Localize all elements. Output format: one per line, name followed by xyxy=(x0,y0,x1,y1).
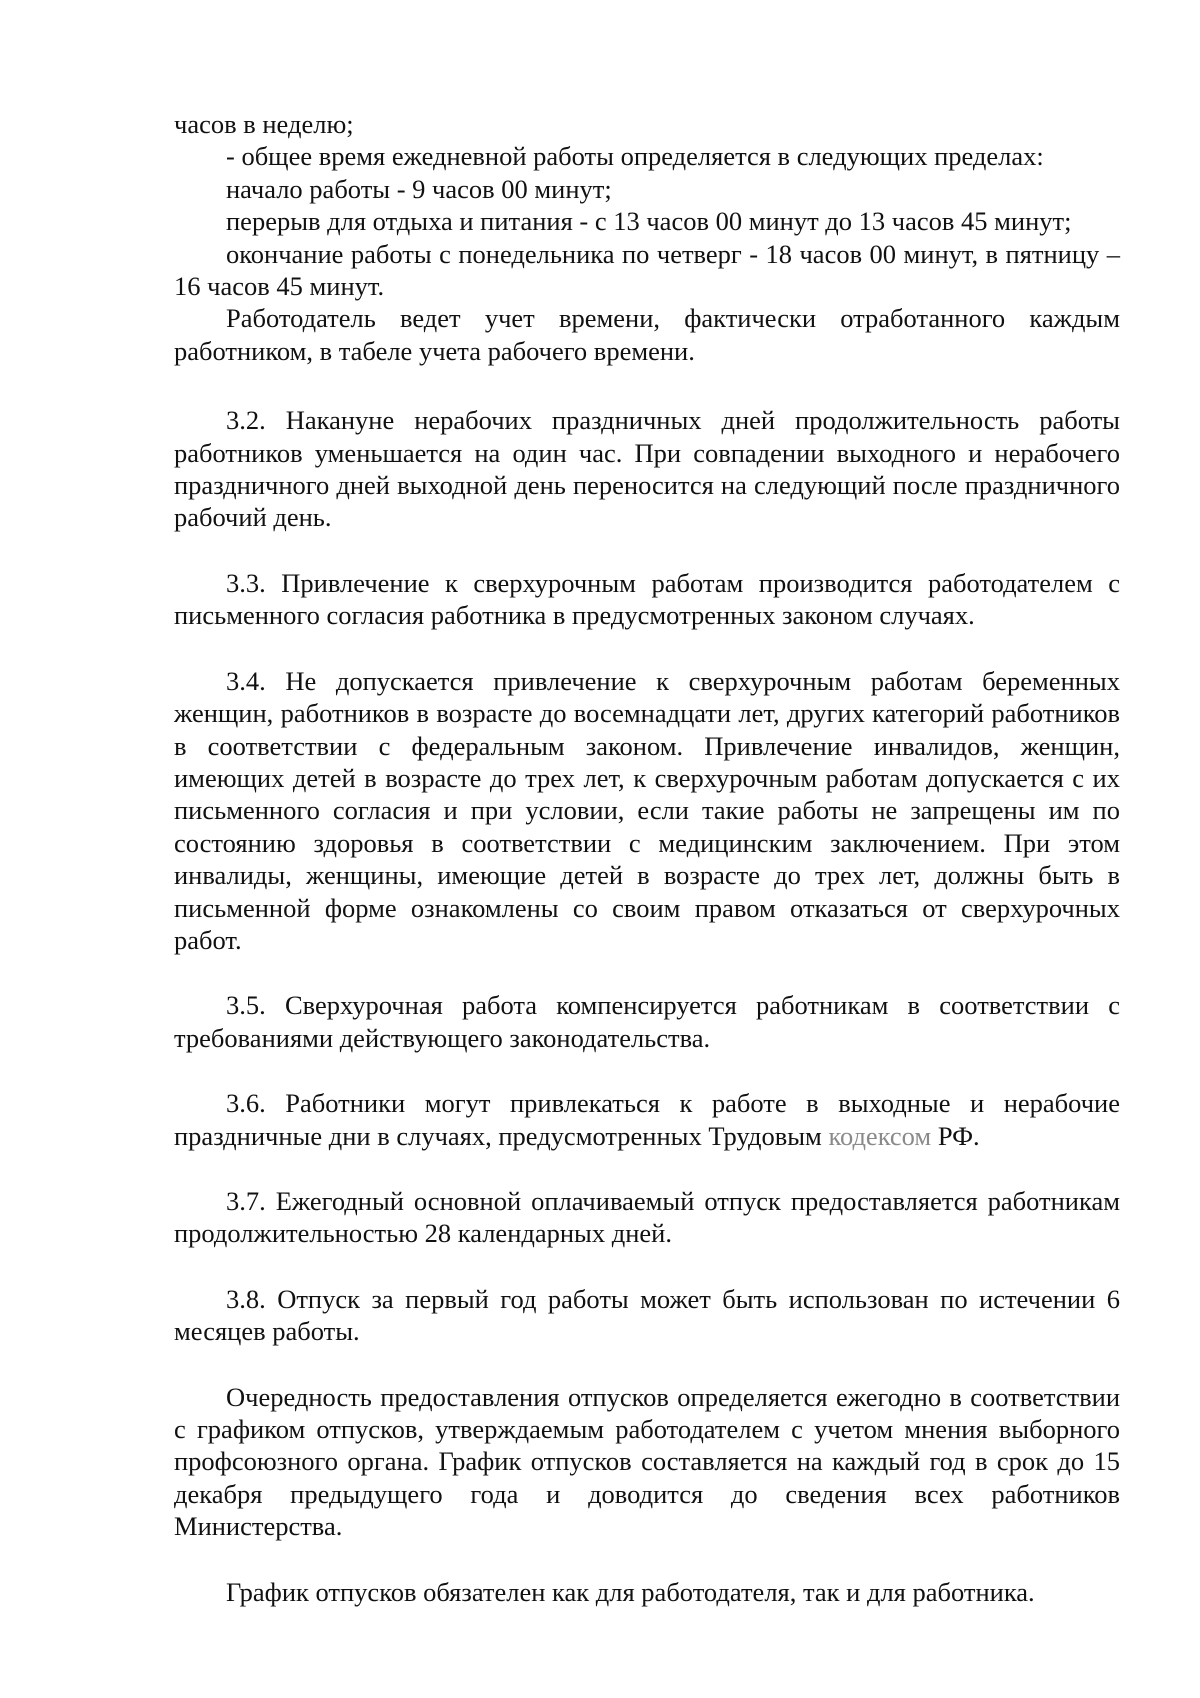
paragraph-3-7: 3.7. Ежегодный основной оплачиваемый отпуск предоставляется работникам продолжительностью 28 календарных дней. xyxy=(174,1185,1120,1249)
paragraph-3-6-text: 3.6. Работники могут привлекаться к работе в выходные и нерабочие праздничные дни в случаях, предусмотренных Трудовым xyxy=(174,1088,1120,1151)
paragraph-general-time: - общее время ежедневной работы определяется в следующих пределах: xyxy=(226,141,1044,172)
paragraph-vacation-order: Очередность предоставления отпусков определяется ежегодно в соответствии с графиком отпусков, утверждаемым работодателем с учетом мнения выборного профсоюзного органа. График отпусков составляется на каждый год в срок до 15 декабря предыдущего года и доводится до сведения всех работников Министерства. xyxy=(174,1381,1120,1542)
document-page xyxy=(174,108,1120,1608)
paragraph-hours-week: часов в неделю; xyxy=(174,109,354,139)
paragraph-3-2: 3.2. Накануне нерабочих праздничных дней продолжительность работы работников уменьшается на один час. При совпадении выходного и нерабочего праздничного дней выходной день переносится на следующий после праздничного рабочий день. xyxy=(174,405,1120,533)
paragraph-3-6-faded-word: кодексом xyxy=(828,1120,932,1151)
paragraph-3-3: 3.3. Привлечение к сверхурочным работам производится работодателем с письменного согласия работника в предусмотренных законом случаях. xyxy=(174,567,1120,631)
paragraph-3-6-tail: РФ. xyxy=(931,1120,980,1151)
paragraph-break: перерыв для отдыха и питания - с 13 часов 00 минут до 13 часов 45 минут; xyxy=(226,206,1072,237)
paragraph-work-end: окончание работы с понедельника по четверг - 18 часов 00 минут, в пятницу – 16 часов 45 минут. xyxy=(174,238,1120,302)
paragraph-work-start: начало работы - 9 часов 00 минут; xyxy=(226,173,612,204)
paragraph-time-record: Работодатель ведет учет времени, фактически отработанного каждым работником, в табеле учета рабочего времени. xyxy=(174,303,1120,366)
paragraph-3-4: 3.4. Не допускается привлечение к сверхурочным работам беременных женщин, работников в возрасте до восемнадцати лет, других категорий работников в соответствии с федеральным законом. Привлечение инвалидов, женщин, имеющих детей в возрасте до трех лет, к сверхурочным работам допускается с их письменного согласия и при условии, если такие работы не запрещены им по состоянию здоровья в соответствии с медицинским заключением. При этом инвалиды, женщины, имеющие детей в возрасте до трех лет, должны быть в письменной форме ознакомлены со своим правом отказаться от сверхурочных работ. xyxy=(174,665,1120,955)
paragraph-3-6 xyxy=(174,1087,1120,1152)
paragraph-3-5: 3.5. Сверхурочная работа компенсируется работникам в соответствии с требованиями действующего законодательства. xyxy=(174,990,1120,1053)
paragraph-3-8: 3.8. Отпуск за первый год работы может быть использован по истечении 6 месяцев работы. xyxy=(174,1283,1120,1347)
paragraph-vacation-schedule: График отпусков обязателен как для работодателя, так и для работника. xyxy=(226,1576,1035,1607)
